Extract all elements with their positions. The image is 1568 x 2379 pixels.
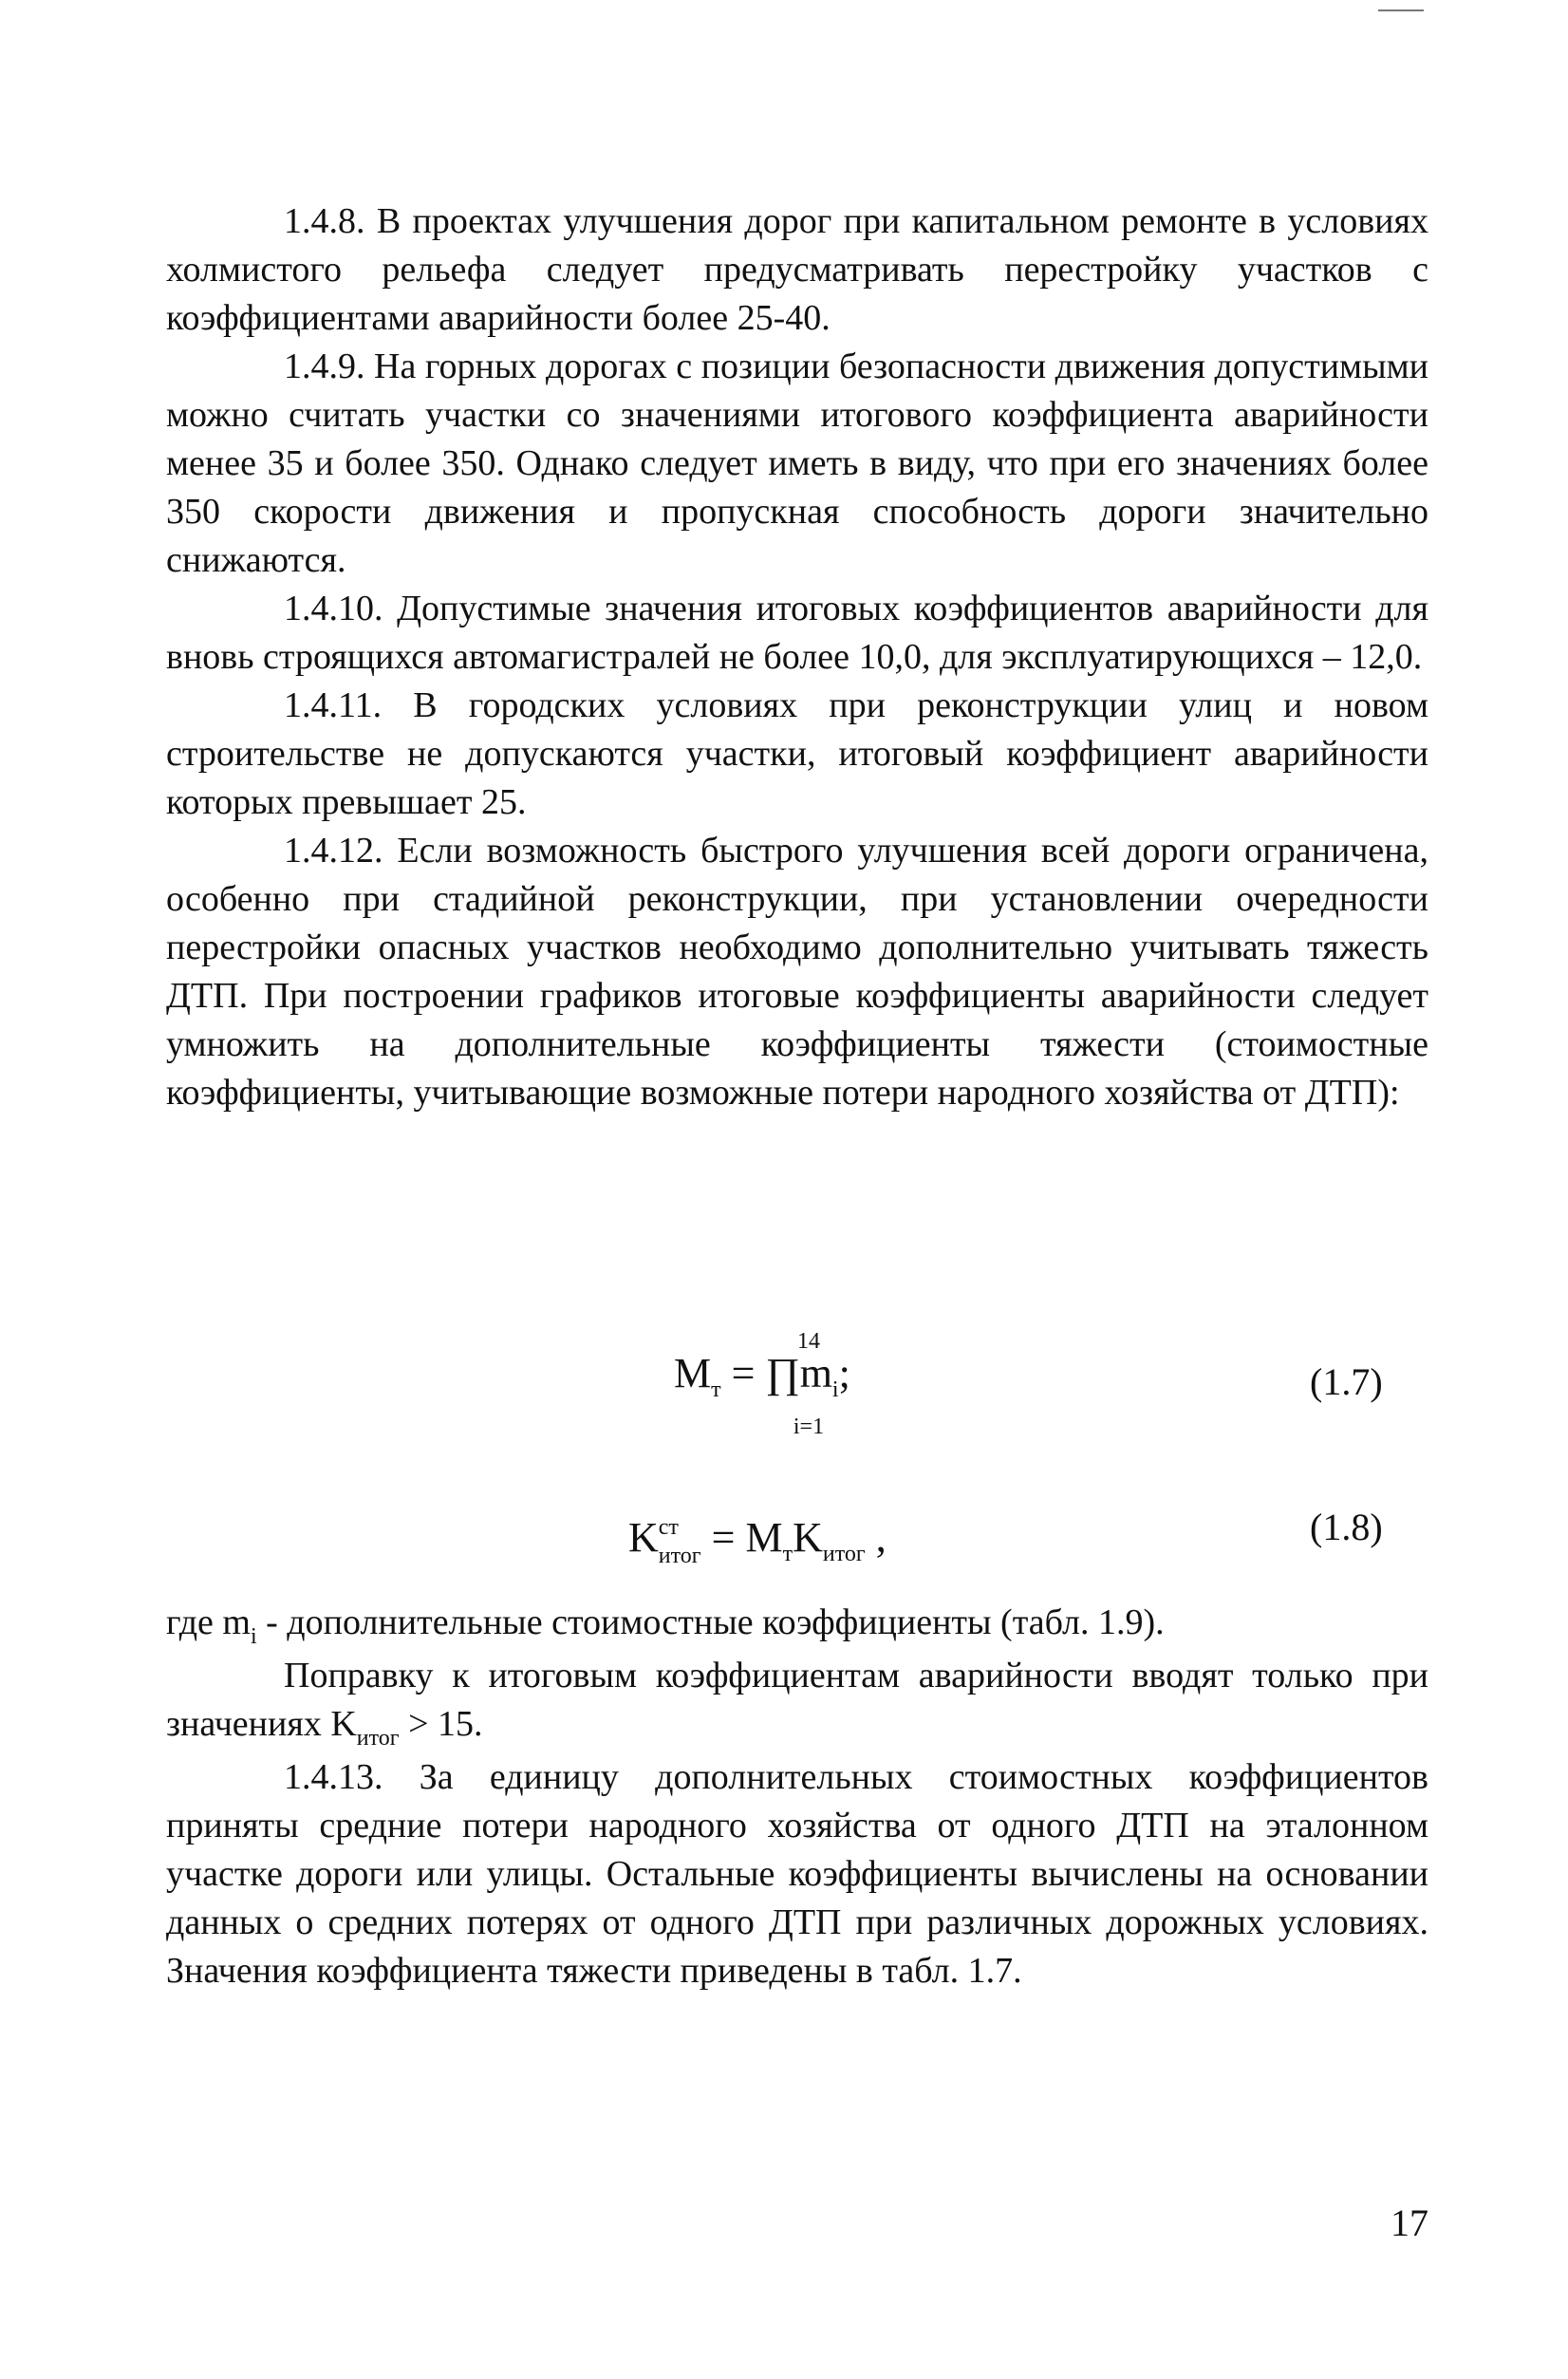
- formula-1-8-m: M: [745, 1514, 783, 1562]
- product-symbol: ∏: [765, 1350, 800, 1396]
- paragraph-1-4-9: 1.4.9. На горных дорогах с позиции безопасности движения допустимыми можно считать участки со значениями итогового коэффициента аварийности менее 35 и более 350. Однако следует иметь в виду, что при его значениях более 350 скорости движения и пропускная способность дороги значительно снижаются.: [166, 347, 1428, 580]
- paragraph-1-4-8: 1.4.8. В проектах улучшения дорог при капитальном ремонте в условиях холмистого рельефа следует предусматривать перестройку участков с коэффициентами аварийности более 25-40.: [166, 201, 1428, 338]
- formula-1-7: [674, 1350, 850, 1402]
- formula-1-7-op: =: [720, 1350, 766, 1396]
- formula-1-7-lhs: M: [674, 1350, 712, 1396]
- formula-1-7-rhs-sub: i: [831, 1377, 839, 1402]
- formula-1-8-lhs-sub: итог: [658, 1544, 701, 1568]
- definition-line-sub: i: [250, 1624, 257, 1649]
- body-text: [166, 197, 1428, 1117]
- body-text-after-formulas: [166, 1599, 1428, 1995]
- correction-paragraph: [166, 1652, 1428, 1753]
- definition-line: [166, 1599, 1428, 1652]
- formula-1-7-rhs: m: [799, 1350, 832, 1396]
- paragraph-1-4-11: 1.4.11. В городских условиях при реконструкции улиц и новом строительстве не допускаются участки, итоговый коэффициент аварийности которых превышает 25.: [166, 685, 1428, 822]
- page-number: 17: [1391, 2201, 1428, 2244]
- correction-paragraph-b: > 15.: [399, 1704, 483, 1744]
- equation-number-1-8: (1.8): [1310, 1506, 1383, 1548]
- correction-paragraph-sub: итог: [356, 1726, 400, 1751]
- formula-1-8-lhs-sup: ст: [658, 1515, 679, 1540]
- formula-1-8-k-sub: итог: [822, 1542, 866, 1567]
- formula-1-8-lhs: K: [628, 1514, 659, 1562]
- equation-number-1-7: (1.7): [1310, 1360, 1383, 1403]
- paragraph-1-4-13: 1.4.13. За единицу дополнительных стоимостных коэффициентов приняты средние потери народного хозяйства от одного ДТП на эталонном участке дороги или улицы. Остальные коэффициенты вычислены на основании данных о средних потерях от одного ДТП при различных дорожных условиях. Значения коэффициента тяжести приведены в табл. 1.7.: [166, 1757, 1428, 1991]
- product-lower-limit: i=1: [793, 1414, 825, 1439]
- product-upper-limit: 14: [797, 1329, 820, 1354]
- paragraph-1-4-10: 1.4.10. Допустимые значения итоговых коэффициентов аварийности для вновь строящихся автомагистралей не более 10,0, для эксплуатирующихся – 12,0.: [166, 589, 1428, 677]
- definition-line-b: - дополнительные стоимостные коэффициенты (табл. 1.9).: [256, 1602, 1165, 1642]
- formula-1-7-tail: ;: [838, 1350, 850, 1396]
- correction-paragraph-a: Поправку к итоговым коэффициентам аварийности вводят только при значениях K: [166, 1656, 1428, 1744]
- formula-1-8-k: K: [793, 1514, 823, 1562]
- definition-line-a: где m: [166, 1602, 251, 1642]
- formula-1-7-lhs-sub: т: [711, 1377, 721, 1402]
- top-rule: [1378, 9, 1424, 11]
- formula-1-8-op: =: [700, 1514, 746, 1562]
- formula-1-8-tail: ,: [865, 1514, 887, 1562]
- formula-1-8: [628, 1516, 887, 1567]
- paragraph-1-4-12: 1.4.12. Если возможность быстрого улучшения всей дороги ограничена, особенно при стадийной реконструкции, при установлении очередности перестройки опасных участков необходимо дополнительно учитывать тяжесть ДТП. При построении графиков итоговые коэффициенты аварийности следует умножить на дополнительные коэффициенты тяжести (стоимостные коэффициенты, учитывающие возможные потери народного хозяйства от ДТП):: [166, 831, 1428, 1113]
- formula-1-8-m-sub: т: [782, 1542, 793, 1567]
